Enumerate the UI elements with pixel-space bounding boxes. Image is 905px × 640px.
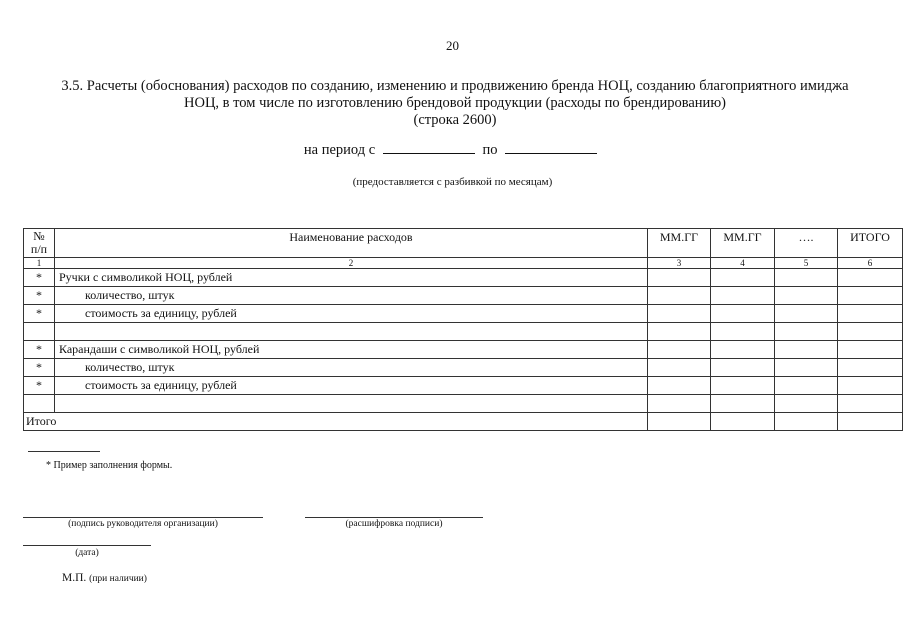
period-prefix: на период с [303, 142, 376, 158]
column-number: 1 [24, 258, 55, 269]
cell [711, 341, 775, 359]
column-number: 6 [838, 258, 903, 269]
title-line-1: 3.5. Расчеты (обоснования) расходов по созданию, изменению и продвижению бренда НОЦ, созданию благоприятного имиджа [61, 78, 849, 94]
total-label: Итого [24, 413, 648, 431]
cell [838, 287, 903, 305]
cell [775, 359, 838, 377]
column-numbers-row [24, 258, 903, 269]
row-number [24, 395, 55, 413]
head-signature-line [23, 517, 263, 518]
title-line-2: НОЦ, в том числе по изготовлению брендовой продукции (расходы по брендированию) [184, 95, 726, 111]
row-expense-name [55, 323, 648, 341]
cell [838, 359, 903, 377]
table-header-row [24, 229, 903, 258]
cell [648, 305, 711, 323]
cell [648, 269, 711, 287]
cell [838, 377, 903, 395]
table-row [24, 377, 903, 395]
total-row [24, 413, 903, 431]
period-start-blank [383, 141, 475, 154]
row-number: * [24, 359, 55, 377]
cell [775, 323, 838, 341]
cell [775, 413, 838, 431]
table-row [24, 323, 903, 341]
table-row [24, 269, 903, 287]
row-expense-name: количество, штук [55, 287, 648, 305]
row-expense-name: количество, штук [55, 359, 648, 377]
cell [838, 323, 903, 341]
cell [648, 323, 711, 341]
cell [775, 269, 838, 287]
footnote-rule [28, 451, 100, 452]
cell [648, 287, 711, 305]
date-caption: (дата) [75, 548, 99, 558]
cell [775, 287, 838, 305]
row-number: * [24, 341, 55, 359]
header-ellipsis: …. [775, 229, 838, 258]
cell [775, 341, 838, 359]
footnote: * Пример заполнения формы. [46, 460, 173, 471]
cell [711, 377, 775, 395]
signature-decode-line [305, 517, 483, 518]
cell [838, 269, 903, 287]
cell [838, 341, 903, 359]
monthly-breakdown-note: (предоставляется с разбивкой по месяцам) [352, 176, 553, 188]
row-expense-name: стоимость за единицу, рублей [55, 305, 648, 323]
table-row [24, 287, 903, 305]
header-total: ИТОГО [838, 229, 903, 258]
header-number: № п/п [24, 229, 55, 258]
column-number: 3 [648, 258, 711, 269]
row-number: * [24, 287, 55, 305]
section-title [20, 78, 890, 129]
row-number [24, 323, 55, 341]
cell [711, 269, 775, 287]
header-month-2: ММ.ГГ [711, 229, 775, 258]
row-expense-name [55, 395, 648, 413]
cell [648, 395, 711, 413]
table-row [24, 305, 903, 323]
cell [838, 413, 903, 431]
expenses-table [23, 228, 903, 431]
column-number: 2 [55, 258, 648, 269]
head-signature-caption: (подпись руководителя организации) [68, 519, 218, 529]
page-number: 20 [446, 38, 459, 53]
stamp-place [62, 572, 147, 584]
column-number: 4 [711, 258, 775, 269]
row-number: * [24, 305, 55, 323]
cell [648, 413, 711, 431]
period-line [0, 141, 905, 159]
cell [648, 341, 711, 359]
cell [711, 323, 775, 341]
cell [775, 305, 838, 323]
row-expense-name: Карандаши с символикой НОЦ, рублей [55, 341, 648, 359]
cell [711, 305, 775, 323]
cell [838, 395, 903, 413]
date-line [23, 545, 151, 546]
column-number: 5 [775, 258, 838, 269]
header-month-1: ММ.ГГ [648, 229, 711, 258]
cell [711, 359, 775, 377]
header-expense-name: Наименование расходов [55, 229, 648, 258]
row-number: * [24, 377, 55, 395]
period-middle: по [482, 142, 498, 158]
row-expense-name: стоимость за единицу, рублей [55, 377, 648, 395]
cell [648, 377, 711, 395]
cell [648, 359, 711, 377]
row-number: * [24, 269, 55, 287]
period-end-blank [505, 141, 597, 154]
cell [838, 305, 903, 323]
stamp-note: (при наличии) [89, 574, 147, 584]
row-expense-name: Ручки с символикой НОЦ, рублей [55, 269, 648, 287]
cell [775, 377, 838, 395]
cell [775, 395, 838, 413]
signature-decode-caption: (расшифровка подписи) [345, 519, 443, 529]
table-row [24, 359, 903, 377]
table-row [24, 395, 903, 413]
title-line-3: (строка 2600) [413, 112, 497, 128]
cell [711, 413, 775, 431]
cell [711, 395, 775, 413]
table-row [24, 341, 903, 359]
stamp-label: М.П. [62, 572, 87, 584]
cell [711, 287, 775, 305]
